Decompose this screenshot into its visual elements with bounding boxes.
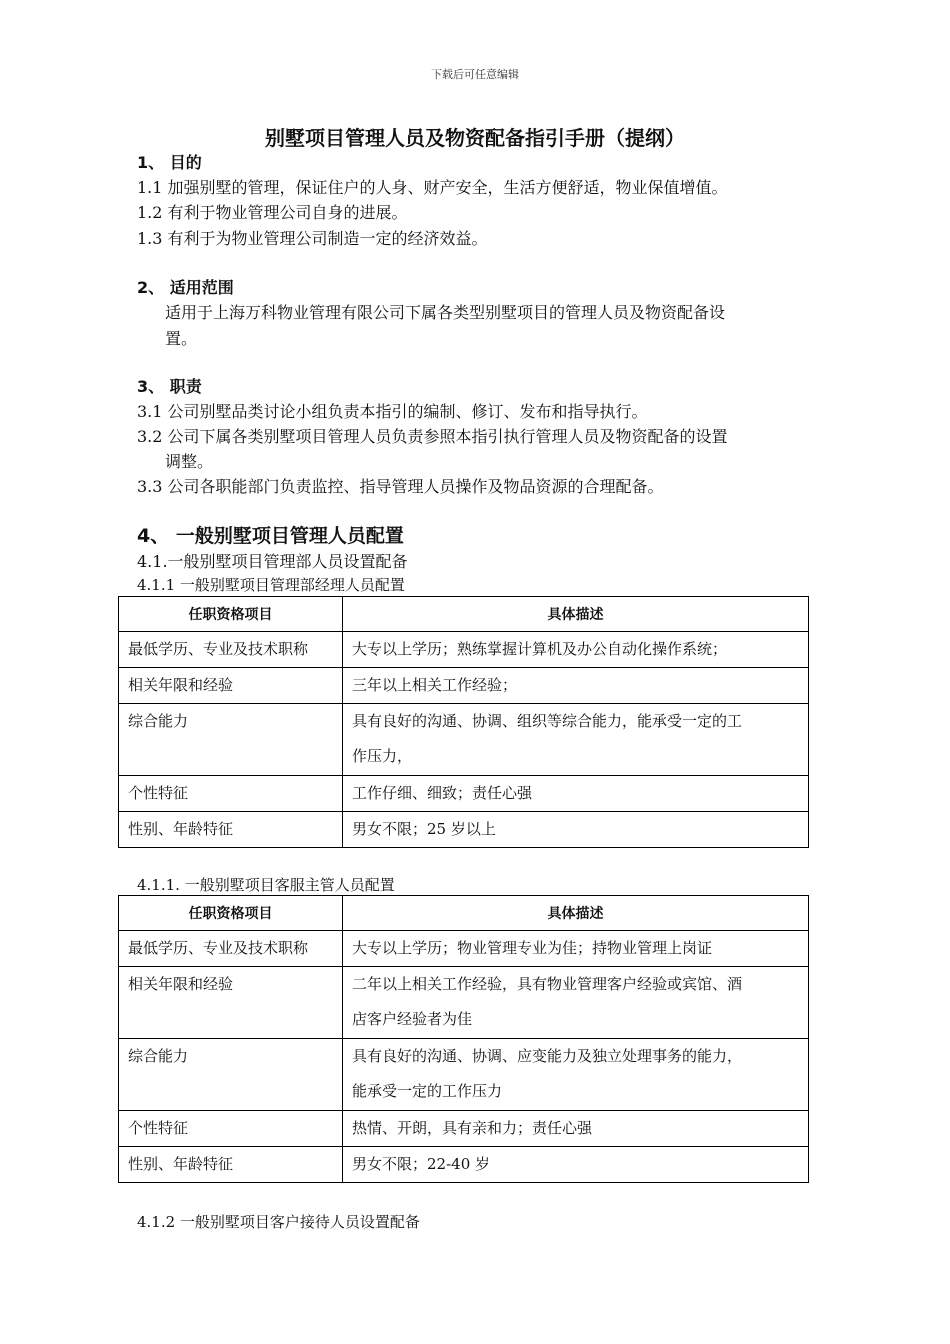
section-3-heading: 3、 职责 (137, 377, 202, 396)
table-row (119, 1147, 809, 1183)
qualification-item: 性别、年龄特征 (119, 1147, 343, 1183)
qualification-description: 三年以上相关工作经验； (343, 668, 809, 704)
column-header: 任职资格项目 (119, 896, 343, 931)
qualification-item: 综合能力 (119, 1039, 343, 1111)
table-row (119, 632, 809, 668)
qualification-description (343, 967, 809, 1039)
section-2-heading: 2、 适用范围 (137, 278, 234, 297)
qualification-item: 综合能力 (119, 704, 343, 776)
subsection-heading: 4.1.2 一般别墅项目客户接待人员设置配备 (137, 1213, 420, 1231)
qualification-description: 男女不限；25 岁以上 (343, 812, 809, 848)
section-3-item: 3.3 公司各职能部门负责监控、指导管理人员操作及物品资源的合理配备。 (137, 477, 664, 496)
table-row (119, 931, 809, 967)
section-3-item: 调整。 (165, 452, 214, 471)
subsection-heading: 4.1.1 一般别墅项目管理部经理人员配置 (137, 576, 405, 594)
table-header-row (119, 896, 809, 931)
qualification-description (343, 1039, 809, 1111)
subsection-heading: 4.1.1. 一般别墅项目客服主管人员配置 (137, 876, 395, 894)
description-line: 具有良好的沟通、协调、组织等综合能力，能承受一定的工 (352, 712, 743, 730)
section-1-heading: 1、 目的 (137, 153, 202, 172)
table-row (119, 967, 809, 1039)
section-3-item: 3.2 公司下属各类别墅项目管理人员负责参照本指引执行管理人员及物资配备的设置 (137, 427, 728, 446)
supervisor-qualification-table (118, 895, 809, 1183)
table-row (119, 812, 809, 848)
page-header: 下载后可任意编辑 (431, 68, 519, 81)
qualification-description: 男女不限；22-40 岁 (343, 1147, 809, 1183)
description-line: 店客户经验者为佳 (352, 1010, 473, 1028)
description-line: 二年以上相关工作经验，具有物业管理客户经验或宾馆、酒 (352, 975, 743, 993)
section-2-text: 适用于上海万科物业管理有限公司下属各类型别墅项目的管理人员及物资配备设 (165, 303, 726, 322)
qualification-item: 个性特征 (119, 1111, 343, 1147)
qualification-item: 最低学历、专业及技术职称 (119, 931, 343, 967)
table-header-row (119, 597, 809, 632)
table-row (119, 1039, 809, 1111)
document-title: 别墅项目管理人员及物资配备指引手册（提纲） (265, 126, 685, 150)
table-row (119, 776, 809, 812)
description-line: 能承受一定的工作压力 (352, 1082, 503, 1100)
description-line: 作压力， (352, 747, 413, 765)
table-row (119, 668, 809, 704)
table-row (119, 1111, 809, 1147)
section-2-text: 置。 (165, 329, 198, 348)
qualification-item: 个性特征 (119, 776, 343, 812)
qualification-description: 工作仔细、细致；责任心强 (343, 776, 809, 812)
section-1-item: 1.3 有利于为物业管理公司制造一定的经济效益。 (137, 229, 488, 248)
subsection-heading: 4.1.一般别墅项目管理部人员设置配备 (137, 552, 408, 571)
section-3-item: 3.1 公司别墅品类讨论小组负责本指引的编制、修订、发布和指导执行。 (137, 402, 648, 421)
qualification-description (343, 704, 809, 776)
qualification-item: 相关年限和经验 (119, 967, 343, 1039)
qualification-description: 热情、开朗，具有亲和力；责任心强 (343, 1111, 809, 1147)
table-row (119, 704, 809, 776)
manager-qualification-table (118, 596, 809, 848)
section-1-item: 1.1 加强别墅的管理，保证住户的人身、财产安全，生活方便舒适，物业保值增值。 (137, 178, 728, 197)
qualification-item: 最低学历、专业及技术职称 (119, 632, 343, 668)
qualification-item: 性别、年龄特征 (119, 812, 343, 848)
column-header: 具体描述 (343, 597, 809, 632)
section-1-item: 1.2 有利于物业管理公司自身的进展。 (137, 203, 408, 222)
qualification-description: 大专以上学历；熟练掌握计算机及办公自动化操作系统； (343, 632, 809, 668)
column-header: 任职资格项目 (119, 597, 343, 632)
column-header: 具体描述 (343, 896, 809, 931)
qualification-item: 相关年限和经验 (119, 668, 343, 704)
qualification-description: 大专以上学历；物业管理专业为佳；持物业管理上岗证 (343, 931, 809, 967)
section-4-heading: 4、 一般别墅项目管理人员配置 (137, 525, 404, 547)
description-line: 具有良好的沟通、协调、应变能力及独立处理事务的能力， (352, 1047, 743, 1065)
